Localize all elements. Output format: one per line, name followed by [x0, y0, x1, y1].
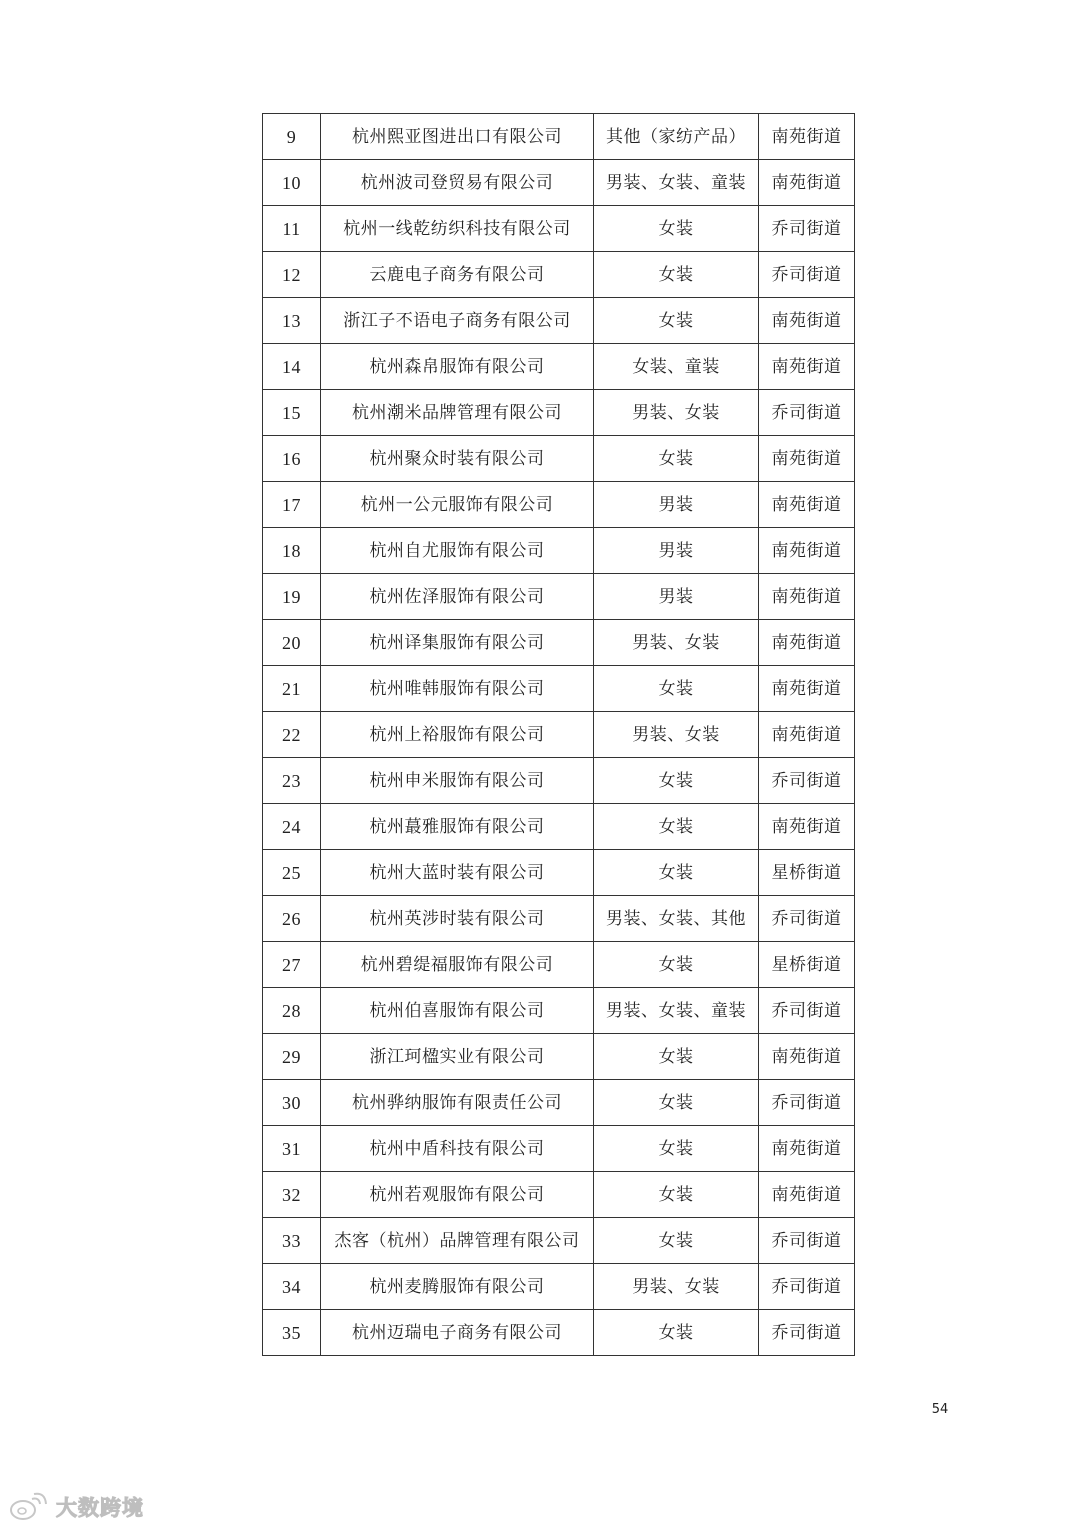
cell-company-name: 杭州申米服饰有限公司 [321, 758, 594, 804]
cell-number: 20 [263, 620, 321, 666]
cell-street: 南苑街道 [759, 528, 855, 574]
cell-number: 19 [263, 574, 321, 620]
cell-number: 22 [263, 712, 321, 758]
cell-number: 25 [263, 850, 321, 896]
table-row [263, 1310, 855, 1356]
cell-street: 南苑街道 [759, 1172, 855, 1218]
company-table [262, 113, 855, 1356]
table-row [263, 390, 855, 436]
cell-number: 27 [263, 942, 321, 988]
cell-street: 南苑街道 [759, 1126, 855, 1172]
cell-number: 24 [263, 804, 321, 850]
cell-street: 乔司街道 [759, 758, 855, 804]
cell-number: 23 [263, 758, 321, 804]
cell-company-name: 杭州波司登贸易有限公司 [321, 160, 594, 206]
table-row [263, 436, 855, 482]
cell-product-category: 男装、女装、童装 [594, 988, 759, 1034]
cell-number: 21 [263, 666, 321, 712]
cell-product-category: 女装 [594, 850, 759, 896]
cell-company-name: 云鹿电子商务有限公司 [321, 252, 594, 298]
cell-company-name: 杭州一线乾纺织科技有限公司 [321, 206, 594, 252]
cell-company-name: 浙江珂楹实业有限公司 [321, 1034, 594, 1080]
cell-product-category: 其他（家纺产品） [594, 114, 759, 160]
cell-number: 26 [263, 896, 321, 942]
cell-product-category: 女装 [594, 1310, 759, 1356]
cell-company-name: 杭州佐泽服饰有限公司 [321, 574, 594, 620]
cell-street: 南苑街道 [759, 804, 855, 850]
cell-street: 南苑街道 [759, 114, 855, 160]
cell-company-name: 杭州中盾科技有限公司 [321, 1126, 594, 1172]
cell-street: 乔司街道 [759, 1310, 855, 1356]
cell-company-name: 杭州一公元服饰有限公司 [321, 482, 594, 528]
cell-number: 10 [263, 160, 321, 206]
cell-street: 南苑街道 [759, 1034, 855, 1080]
cell-company-name: 杭州上裕服饰有限公司 [321, 712, 594, 758]
cell-product-category: 女装、童装 [594, 344, 759, 390]
cell-product-category: 女装 [594, 1080, 759, 1126]
cell-street: 南苑街道 [759, 666, 855, 712]
cell-street: 南苑街道 [759, 160, 855, 206]
table-row [263, 988, 855, 1034]
table-row [263, 206, 855, 252]
table-row [263, 160, 855, 206]
cell-number: 17 [263, 482, 321, 528]
cell-number: 15 [263, 390, 321, 436]
cell-company-name: 杭州自尤服饰有限公司 [321, 528, 594, 574]
cell-product-category: 男装、女装 [594, 712, 759, 758]
cell-company-name: 杭州唯韩服饰有限公司 [321, 666, 594, 712]
cell-product-category: 女装 [594, 804, 759, 850]
cell-street: 南苑街道 [759, 482, 855, 528]
table-row [263, 114, 855, 160]
cell-company-name: 杭州森帛服饰有限公司 [321, 344, 594, 390]
cell-street: 星桥街道 [759, 850, 855, 896]
table-row [263, 1218, 855, 1264]
table-row [263, 482, 855, 528]
cell-number: 18 [263, 528, 321, 574]
table-row [263, 298, 855, 344]
cell-product-category: 男装、女装 [594, 1264, 759, 1310]
table-row [263, 942, 855, 988]
cell-number: 32 [263, 1172, 321, 1218]
table-row [263, 1126, 855, 1172]
cell-street: 南苑街道 [759, 298, 855, 344]
company-table-body [263, 114, 855, 1356]
cell-product-category: 女装 [594, 1172, 759, 1218]
table-row [263, 804, 855, 850]
table-row [263, 712, 855, 758]
cell-company-name: 杭州大蓝时装有限公司 [321, 850, 594, 896]
cell-product-category: 女装 [594, 942, 759, 988]
cell-product-category: 男装 [594, 482, 759, 528]
watermark [8, 1490, 144, 1524]
cell-number: 35 [263, 1310, 321, 1356]
cell-product-category: 男装、女装、其他 [594, 896, 759, 942]
table-row [263, 850, 855, 896]
watermark-text: 大数跨境 [56, 1496, 144, 1520]
cell-company-name: 杭州伯喜服饰有限公司 [321, 988, 594, 1034]
cell-number: 33 [263, 1218, 321, 1264]
table-row [263, 758, 855, 804]
cell-product-category: 女装 [594, 758, 759, 804]
cell-street: 南苑街道 [759, 620, 855, 666]
cell-street: 乔司街道 [759, 988, 855, 1034]
table-row [263, 1034, 855, 1080]
cell-company-name: 杭州若观服饰有限公司 [321, 1172, 594, 1218]
table-row [263, 574, 855, 620]
table-row [263, 528, 855, 574]
cell-product-category: 女装 [594, 1034, 759, 1080]
cell-street: 南苑街道 [759, 344, 855, 390]
weibo-logo-icon [8, 1491, 52, 1523]
cell-product-category: 女装 [594, 666, 759, 712]
cell-product-category: 男装、女装、童装 [594, 160, 759, 206]
cell-street: 乔司街道 [759, 1218, 855, 1264]
cell-street: 南苑街道 [759, 712, 855, 758]
table-row [263, 896, 855, 942]
table-row [263, 666, 855, 712]
cell-number: 12 [263, 252, 321, 298]
cell-street: 乔司街道 [759, 206, 855, 252]
cell-company-name: 杭州熙亚图进出口有限公司 [321, 114, 594, 160]
cell-company-name: 杰客（杭州）品牌管理有限公司 [321, 1218, 594, 1264]
cell-street: 南苑街道 [759, 436, 855, 482]
cell-product-category: 女装 [594, 1126, 759, 1172]
page-number: 54 [931, 1402, 949, 1417]
cell-street: 乔司街道 [759, 896, 855, 942]
cell-product-category: 女装 [594, 1218, 759, 1264]
cell-product-category: 女装 [594, 298, 759, 344]
cell-company-name: 杭州英涉时装有限公司 [321, 896, 594, 942]
cell-number: 34 [263, 1264, 321, 1310]
cell-number: 16 [263, 436, 321, 482]
cell-street: 乔司街道 [759, 252, 855, 298]
cell-number: 28 [263, 988, 321, 1034]
cell-product-category: 男装、女装 [594, 390, 759, 436]
table-row [263, 344, 855, 390]
cell-street: 星桥街道 [759, 942, 855, 988]
cell-company-name: 杭州蕞雅服饰有限公司 [321, 804, 594, 850]
cell-number: 31 [263, 1126, 321, 1172]
cell-company-name: 杭州迈瑞电子商务有限公司 [321, 1310, 594, 1356]
cell-company-name: 杭州聚众时装有限公司 [321, 436, 594, 482]
cell-number: 14 [263, 344, 321, 390]
cell-company-name: 杭州碧缇福服饰有限公司 [321, 942, 594, 988]
table-row [263, 620, 855, 666]
table-row [263, 252, 855, 298]
cell-product-category: 男装 [594, 574, 759, 620]
cell-company-name: 杭州麦腾服饰有限公司 [321, 1264, 594, 1310]
cell-number: 11 [263, 206, 321, 252]
cell-number: 29 [263, 1034, 321, 1080]
cell-number: 30 [263, 1080, 321, 1126]
cell-street: 乔司街道 [759, 1080, 855, 1126]
cell-product-category: 女装 [594, 436, 759, 482]
table-row [263, 1172, 855, 1218]
cell-product-category: 女装 [594, 252, 759, 298]
cell-company-name: 杭州骅纳服饰有限责任公司 [321, 1080, 594, 1126]
table-row [263, 1080, 855, 1126]
cell-product-category: 男装 [594, 528, 759, 574]
cell-product-category: 男装、女装 [594, 620, 759, 666]
table-row [263, 1264, 855, 1310]
cell-street: 乔司街道 [759, 1264, 855, 1310]
cell-company-name: 浙江子不语电子商务有限公司 [321, 298, 594, 344]
cell-company-name: 杭州潮米品牌管理有限公司 [321, 390, 594, 436]
cell-company-name: 杭州译集服饰有限公司 [321, 620, 594, 666]
cell-number: 9 [263, 114, 321, 160]
cell-street: 南苑街道 [759, 574, 855, 620]
cell-street: 乔司街道 [759, 390, 855, 436]
cell-product-category: 女装 [594, 206, 759, 252]
cell-number: 13 [263, 298, 321, 344]
